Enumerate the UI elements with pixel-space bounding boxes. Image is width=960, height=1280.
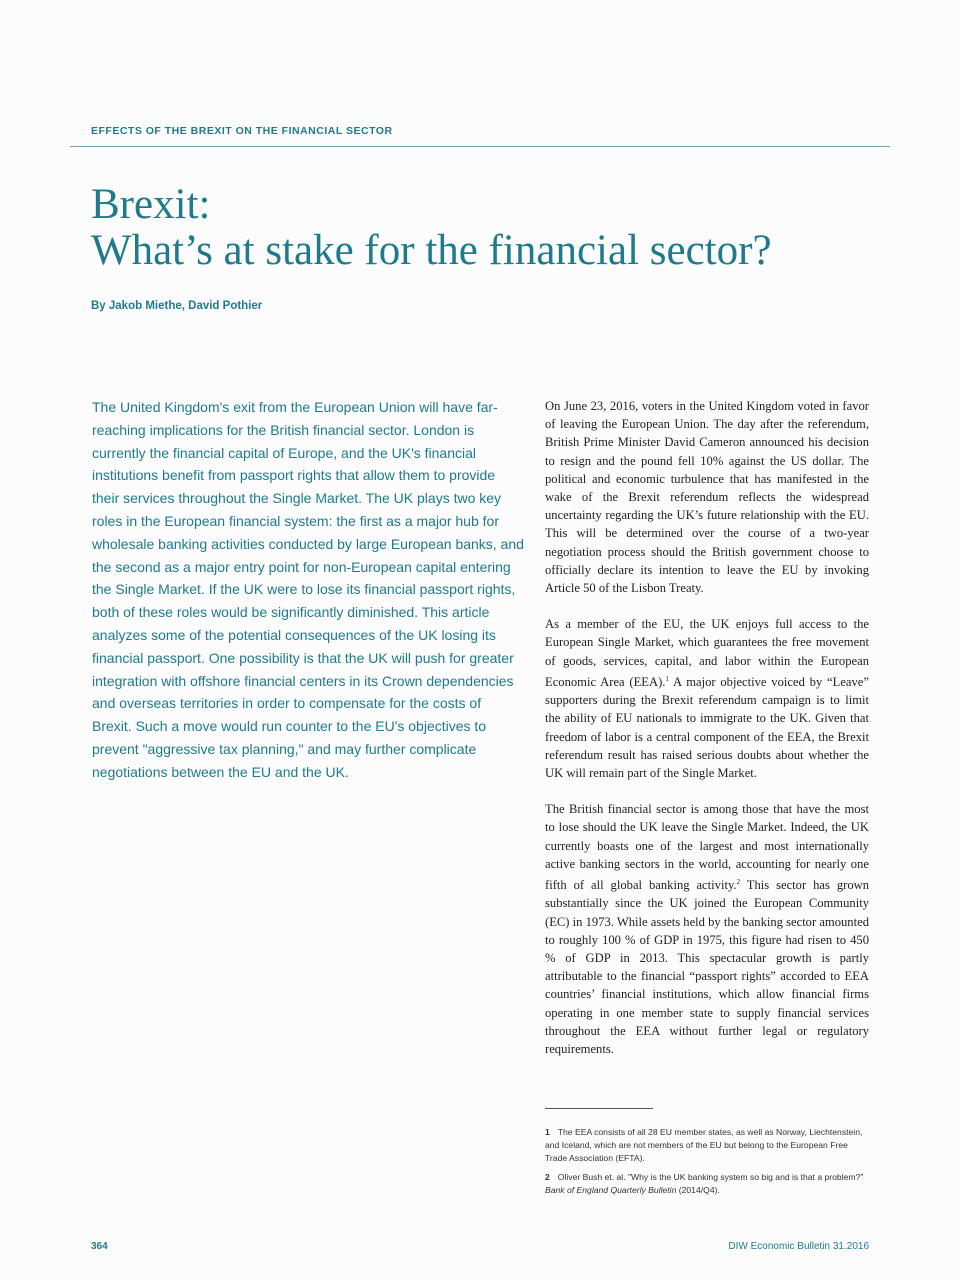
section-label: EFFECTS OF THE BREXIT ON THE FINANCIAL SECTOR [91,125,393,137]
footnote-2 [545,1171,869,1197]
byline: By Jakob Miethe, David Pothier [91,300,263,312]
paragraph-2-part-a: As a member of the EU, the UK enjoys full access to the European Single Market, which guarantees the free movement of goods, services, capital, and labor within the European Economic Area (EEA). [545,617,869,690]
paragraph-2-part-b: A major objective voiced by “Leave” supporters during the Brexit referendum campaign is to limit the ability of EU nationals to immigrate to the UK. Given that freedom of labor is a central component of the EEA, the Brexit referendum result has raised serious doubts about whether the UK will remain part of the Single Market. [545,675,869,781]
paragraph-3-part-a: The British financial sector is among those that have the most to lose should the UK leave the Single Market. Indeed, the UK currently boasts one of the largest and most internationally active banking sectors in the world, accounting for nearly one fifth of all global banking activity. [545,802,869,893]
footnote-ref-2[interactable]: 2 [736,878,741,887]
page-number: 364 [91,1241,108,1252]
title-line-1: Brexit: [91,181,211,228]
header-rule [70,146,890,147]
body-paragraph-3 [545,800,869,1058]
footnote-text: The EEA consists of all 28 EU member states, as well as Norway, Liechtenstein, and Iceland, which are not members of the EU but belong to the European Free Trade Association (EFTA). [545,1127,863,1164]
article-title [91,182,772,274]
footnote-source: Bank of England Quarterly Bulletin [545,1184,677,1195]
footnote-number: 1 [545,1127,550,1137]
footnote-ref-1[interactable]: 1 [665,674,669,683]
footnote-rule [545,1108,653,1109]
body-column [545,397,869,1076]
footnote-tail: (2014/Q4). [676,1184,720,1195]
abstract: The United Kingdom's exit from the European Union will have far-reaching implications for the British financial sector. London is currently the financial capital of Europe, and the UK's financial institutions benefit from passport rights that allow them to provide their services throughout the Single Market. The UK plays two key roles in the European financial system: the first as a major hub for wholesale banking activities conducted by large European banks, and the second as a major entry point for non-European capital entering the Single Market. If the UK were to lose its financial passport rights, both of these roles would be significantly diminished. This article analyzes some of the potential consequences of the UK losing its financial passport. One possibility is that the UK will push for greater integration with offshore financial centers in its Crown dependencies and overseas territories in order to compensate for the costs of Brexit. Such a move would run counter to the EU's objectives to prevent "aggressive tax planning," and may further complicate negotiations between the EU and the UK. [92,399,524,780]
footnotes [545,1126,869,1202]
paragraph-3-part-b: This sector has grown substantially since the UK joined the European Community (EC) in 1973. While assets held by the banking sector amounted to roughly 100 % of GDP in 1975, this figure had risen to 450 % of GDP in 2013. This spectacular growth is partly attributable to the financial “passport rights” accorded to EEA countries’ financial institutions, which allow financial firms operating in one member state to supply financial services throughout the EEA without further legal or regulatory requirements. [545,878,870,1057]
footnote-1 [545,1126,869,1166]
title-line-2: What’s at stake for the financial sector? [91,227,772,274]
body-paragraph-1: On June 23, 2016, voters in the United Kingdom voted in favor of leaving the European Union. The day after the referendum, British Prime Minister David Cameron announced his decision to resign and the pound fell 10% against the US dollar. The political and economic turbulence that has manifested in the wake of the Brexit referendum reflects the widespread uncertainty regarding the UK’s future relationship with the EU. This will be determined over the course of a two-year negotiation process should the British government choose to officially declare its intention to leave the EU by invoking Article 50 of the Lisbon Treaty. [545,399,869,596]
footnote-text: Oliver Bush et. al. "Why is the UK banking system so big and is that a problem?" [557,1171,864,1182]
footnote-number: 2 [545,1171,550,1182]
journal-name: DIW Economic Bulletin 31.2016 [728,1241,869,1252]
body-paragraph-2 [545,615,869,782]
